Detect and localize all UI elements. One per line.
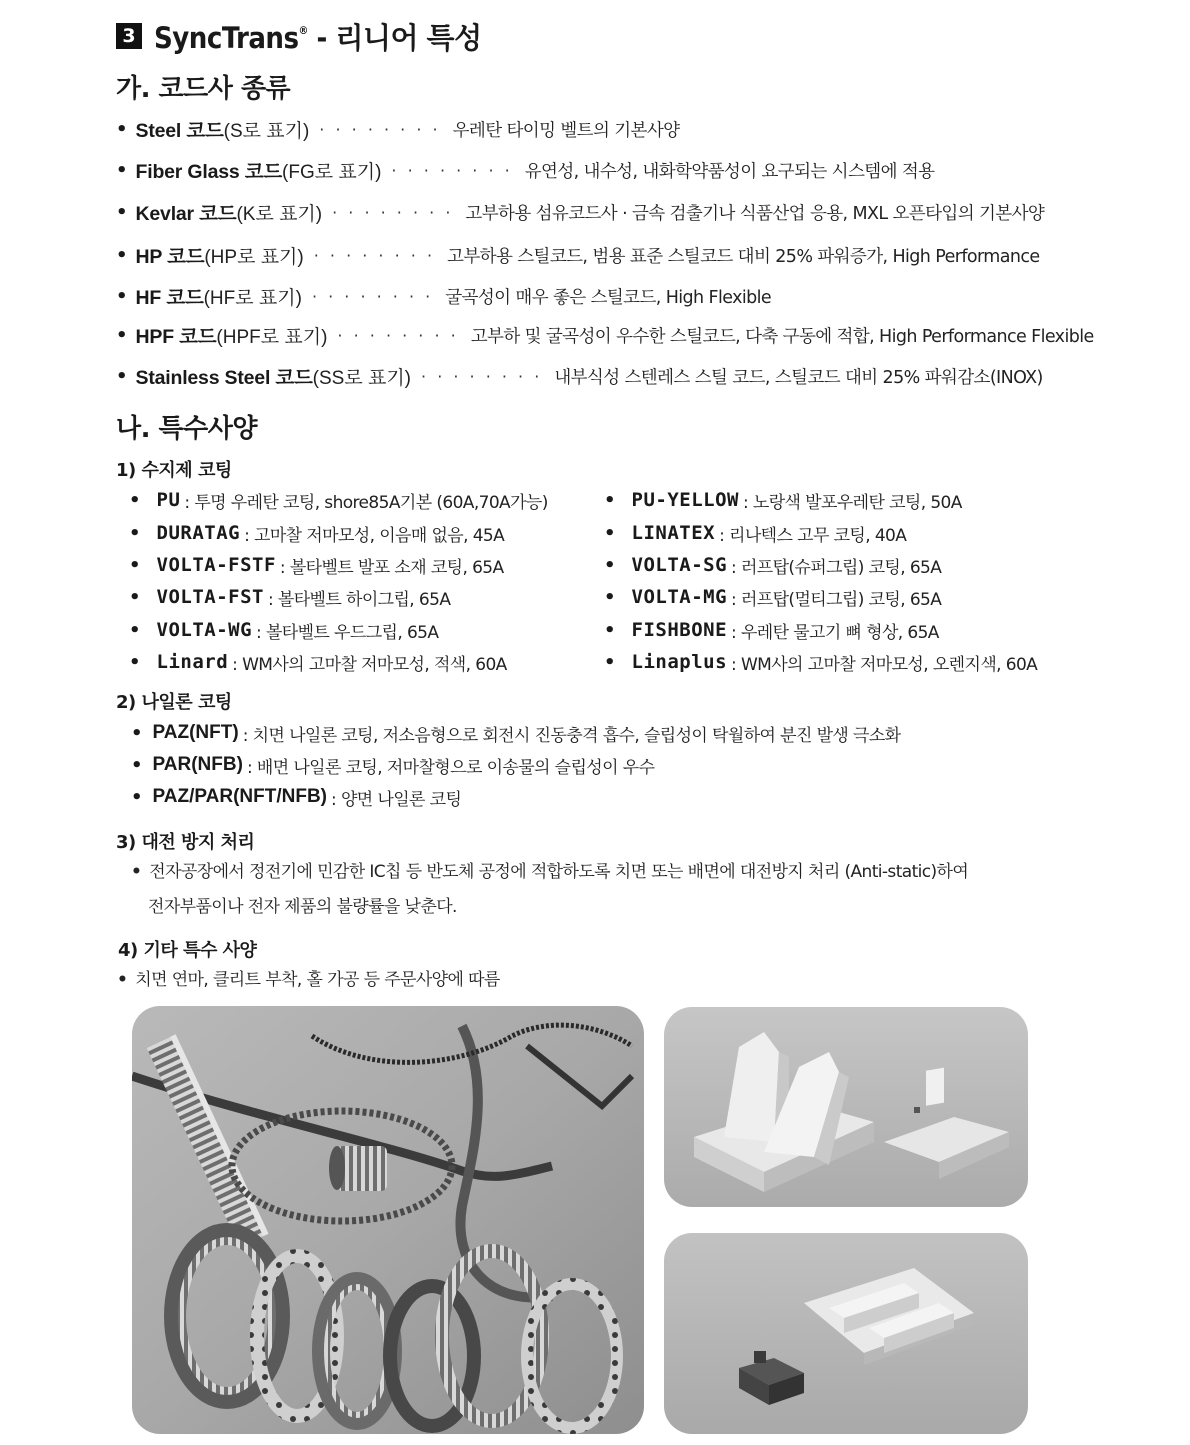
cord-mark: (HP로 표기) [204, 246, 304, 268]
cord-description: 고부하 및 굴곡성이 우수한 스틸코드, 다축 구동에 적합, High Performance Flexible [470, 326, 1094, 347]
cord-description: 고부하용 스틸코드, 범용 표준 스틸코드 대비 25% 파워증가, High Performance [447, 246, 1040, 267]
coating-name: Linard [156, 651, 229, 673]
subsection-nylon-coating-heading: 2) 나일론 코팅 [116, 692, 232, 713]
coating-name: DURATAG [156, 522, 241, 544]
leader-dots: · · · · · · · · [337, 325, 459, 345]
cord-item [116, 197, 1044, 227]
coating-description: : 우레탄 물고기 뼈 형상, 65A [731, 622, 939, 643]
nylon-name: PAZ(NFT) [152, 722, 239, 743]
coating-description: : WM사의 고마찰 저마모성, 적색, 60A [232, 654, 507, 675]
bullet: • [117, 970, 128, 990]
cleat-sample-photo-2 [664, 1233, 1028, 1434]
bullet: • [604, 489, 616, 511]
bullet: • [131, 786, 143, 808]
coating-item [604, 615, 939, 645]
bullet: • [129, 586, 141, 608]
nylon-description: : 치면 나일론 코팅, 저소음형으로 회전시 진동충격 흡수, 슬립성이 탁월하여 분진 발생 극소화 [242, 725, 901, 746]
leader-dots: · · · · · · · · [421, 366, 543, 386]
cord-description: 굴곡성이 매우 좋은 스틸코드, High Flexible [445, 287, 772, 308]
coating-description: : 리나텍스 고무 코팅, 40A [719, 525, 907, 546]
coating-item [129, 550, 504, 580]
bullet: • [116, 324, 128, 346]
brand-name: SyncTrans [154, 20, 299, 55]
coating-name: FISHBONE [631, 619, 728, 641]
coating-item [604, 582, 941, 612]
coating-name: VOLTA-WG [156, 619, 253, 641]
coating-description: : WM사의 고마찰 저마모성, 오렌지색, 60A [731, 654, 1038, 675]
coating-name: PU-YELLOW [631, 489, 739, 511]
coating-item [604, 485, 962, 515]
coating-description: : 볼타벨트 발포 소재 코팅, 65A [279, 557, 504, 578]
nylon-name: PAR(NFB) [152, 754, 243, 775]
cord-item [116, 240, 1040, 270]
bullet: • [116, 201, 128, 223]
coating-description: : 러프탑(슈퍼그립) 코팅, 65A [731, 557, 942, 578]
cord-description: 유연성, 내수성, 내화학약품성이 요구되는 시스템에 적용 [524, 161, 935, 182]
bullet: • [129, 554, 141, 576]
nylon-name: PAZ/PAR(NFT/NFB) [152, 786, 328, 807]
leader-dots: · · · · · · · · [332, 202, 454, 222]
belt-assortment-photo [132, 1006, 644, 1434]
antistatic-paragraph [131, 855, 968, 925]
cord-mark: (HF로 표기) [203, 287, 302, 309]
nylon-item [131, 750, 654, 780]
section-a-heading: 가. 코드사 종류 [116, 74, 291, 104]
cord-description: 우레탄 타이밍 벨트의 기본사양 [452, 120, 680, 141]
subsection-resin-coating-heading: 1) 수지제 코팅 [116, 460, 232, 481]
bullet: • [116, 244, 128, 266]
bullet: • [129, 522, 141, 544]
bullet: • [129, 619, 141, 641]
coating-name: VOLTA-MG [631, 586, 728, 608]
bullet: • [604, 522, 616, 544]
coating-item [129, 582, 450, 612]
cord-item [116, 114, 679, 144]
coating-description: : 볼타벨트 하이그립, 65A [267, 589, 451, 610]
other-spec-line [117, 963, 500, 998]
cord-name: HPF 코드 [135, 326, 217, 348]
coating-name: LINATEX [631, 522, 716, 544]
nylon-description: : 배면 나일론 코팅, 저마찰형으로 이송물의 슬립성이 우수 [246, 757, 655, 778]
cord-name: Kevlar 코드 [135, 203, 237, 225]
nylon-item [131, 782, 461, 812]
coating-name: VOLTA-FSTF [156, 554, 276, 576]
subsection-other-heading: 4) 기타 특수 사양 [118, 940, 257, 961]
other-spec-text: 치면 연마, 클리트 부착, 홀 가공 등 주문사양에 따름 [135, 970, 500, 990]
coating-item [129, 647, 507, 677]
cord-mark: (FG로 표기) [282, 161, 382, 183]
bullet: • [604, 554, 616, 576]
coating-name: VOLTA-SG [631, 554, 728, 576]
title-text [154, 16, 482, 57]
bullet: • [604, 651, 616, 673]
cord-mark: (SS로 표기) [312, 367, 412, 389]
leader-dots: · · · · · · · · [311, 286, 434, 306]
cord-description: 내부식성 스텐레스 스틸 코드, 스틸코드 대비 25% 파워감소(INOX) [554, 367, 1043, 388]
bullet: • [116, 118, 128, 140]
coating-description: : 러프탑(멀티그립) 코팅, 65A [731, 589, 942, 610]
cord-mark: (S로 표기) [223, 120, 310, 142]
antistatic-line-2: 전자부품이나 전자 제품의 불량률을 낮춘다. [148, 897, 457, 917]
cord-item [116, 281, 771, 311]
bullet: • [116, 365, 128, 387]
coating-item [604, 550, 941, 580]
cord-item [116, 361, 1043, 391]
cord-mark: (HPF로 표기) [216, 326, 328, 348]
nylon-description: : 양면 나일론 코팅 [331, 789, 462, 810]
section-number-badge: 3 [116, 23, 142, 49]
coating-description: : 투명 우레탄 코팅, shore85A기본 (60A,70A가능) [184, 492, 548, 513]
coating-name: PU [156, 489, 181, 511]
bullet: • [604, 619, 616, 641]
cord-item [116, 155, 934, 185]
cord-name: Stainless Steel 코드 [135, 367, 313, 389]
coating-item [129, 485, 548, 515]
leader-dots: · · · · · · · · [319, 119, 441, 139]
title-suffix: - 리니어 특성 [307, 20, 482, 55]
coating-description: : 고마찰 저마모성, 이음매 없음, 45A [244, 525, 505, 546]
bullet: • [129, 489, 141, 511]
bullet: • [131, 722, 143, 744]
subsection-antistatic-heading: 3) 대전 방지 처리 [116, 832, 255, 853]
coating-item [604, 647, 1037, 677]
coating-name: Linaplus [631, 651, 728, 673]
bullet: • [129, 651, 141, 673]
coating-description: : 노랑색 발포우레탄 코팅, 50A [742, 492, 962, 513]
registered-mark: ® [298, 23, 308, 37]
coating-description: : 볼타벨트 우드그립, 65A [256, 622, 439, 643]
coating-item [604, 518, 906, 548]
cord-description: 고부하용 섬유코드사 · 금속 검출기나 식품산업 응용, MXL 오픈타입의 기본사양 [465, 203, 1045, 224]
bullet: • [131, 862, 142, 882]
bullet: • [131, 754, 143, 776]
leader-dots: · · · · · · · · [391, 160, 513, 180]
coating-name: VOLTA-FST [156, 586, 264, 608]
cord-name: Steel 코드 [135, 120, 224, 142]
bullet: • [116, 285, 128, 307]
cord-name: HF 코드 [135, 287, 204, 309]
coating-item [129, 518, 504, 548]
nylon-item [131, 718, 901, 748]
leader-dots: · · · · · · · · [313, 245, 436, 265]
cleat-sample-photo-1 [664, 1007, 1028, 1207]
cord-name: HP 코드 [135, 246, 205, 268]
section-b-heading: 나. 특수사양 [116, 414, 258, 444]
cord-item [116, 320, 1094, 350]
bullet: • [116, 159, 128, 181]
cord-mark: (K로 표기) [236, 203, 323, 225]
antistatic-line-1: 전자공장에서 정전기에 민감한 IC칩 등 반도체 공정에 적합하도록 치면 또는 배면에 대전방지 처리 (Anti-static)하여 [149, 862, 969, 882]
cord-name: Fiber Glass 코드 [135, 161, 283, 183]
page-title [116, 16, 482, 56]
coating-item [129, 615, 438, 645]
bullet: • [604, 586, 616, 608]
